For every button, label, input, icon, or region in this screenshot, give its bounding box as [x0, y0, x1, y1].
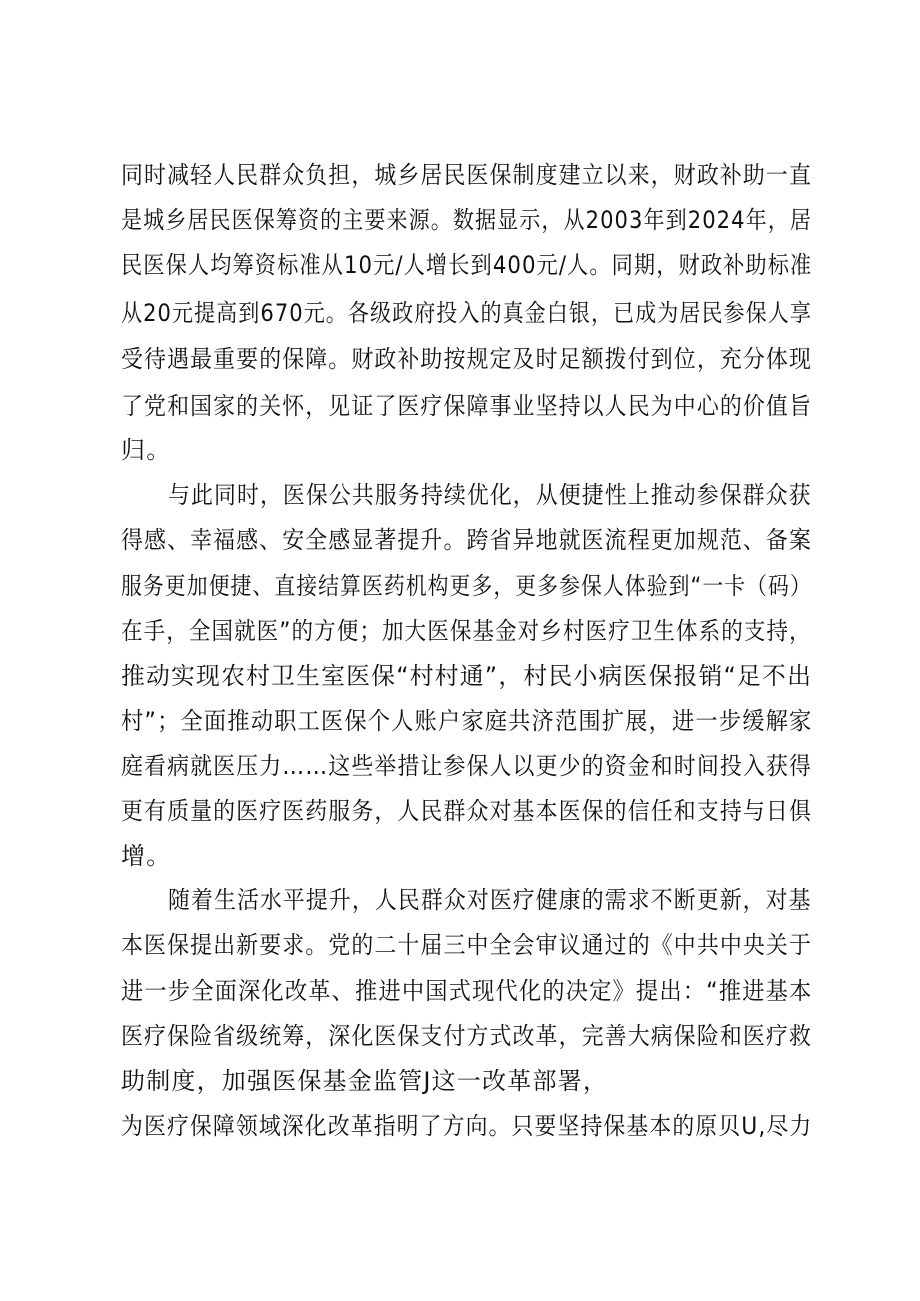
text-line: 推动实现农村卫生室医保“村村通”，村民小病医保报销“足不出 [121, 662, 813, 690]
paragraph-start-line: 与此同时，医保公共服务持续优化，从便捷性上推动参保群众获 [168, 481, 812, 509]
text-line: 了党和国家的关怀，见证了医疗保障事业坚持以人民为中心的价值旨 [121, 392, 812, 420]
text-line: 进一步全面深化改革、推进中国式现代化的决定》提出：“推进基本 [121, 977, 813, 1005]
text-line: 从20元提高到670元。各级政府投入的真金白银，已成为居民参保人享 [121, 299, 812, 327]
text-line: 庭看病就医压力……这些举措让参保人以更少的资金和时间投入获得 [121, 752, 812, 780]
text-line: 村”；全面推动职工医保个人账户家庭共济范围扩展，进一步缓解家 [121, 707, 813, 735]
text-line: 本医保提出新要求。党的二十届三中全会审议通过的《中共中央关于 [121, 931, 812, 959]
text-line: 在手，全国就医”的方便；加大医保基金对乡村医疗卫生体系的支持， [121, 617, 812, 645]
text-line: 是城乡居民医保筹资的主要来源。数据显示，从2003年到2024年，居 [121, 206, 812, 234]
text-line: 受待遇最重要的保障。财政补助按规定及时足额拨付到位，充分体现 [121, 345, 812, 373]
text-line: 归。 [121, 436, 172, 464]
text-line: 民医保人均筹资标准从10元/人增长到400元/人。同期，财政补助标准 [121, 251, 813, 279]
text-line: 同时减轻人民群众负担，城乡居民医保制度建立以来，财政补助一直 [121, 161, 812, 189]
text-line: 服务更加便捷、直接结算医药机构更多，更多参保人体验到“一卡（码） [121, 572, 812, 600]
text-line: 得感、幸福感、安全感显著提升。跨省异地就医流程更加规范、备案 [121, 526, 812, 554]
text-line: 更有质量的医疗医药服务，人民群众对基本医保的信任和支持与日俱 [121, 797, 812, 825]
text-line: 助制度，加强医保基金监管J这一改革部署， [121, 1067, 609, 1095]
text-line: 为医疗保障领域深化改革指明了方向。只要坚持保基本的原贝U,尽力 [121, 1112, 813, 1140]
text-line: 医疗保险省级统筹，深化医保支付方式改革，完善大病保险和医疗救 [121, 1022, 812, 1050]
paragraph-start-line: 随着生活水平提升，人民群众对医疗健康的需求不断更新，对基 [168, 886, 812, 914]
text-line: 增。 [121, 842, 172, 870]
